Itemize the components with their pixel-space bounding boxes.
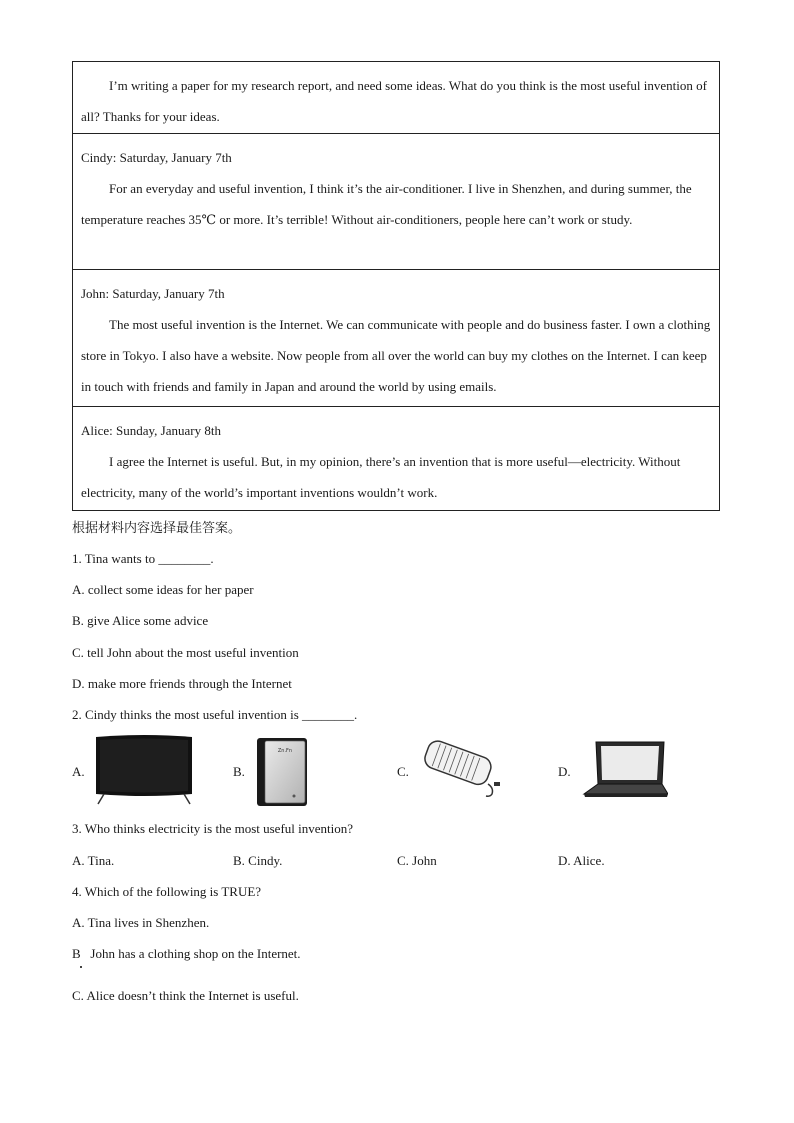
router-logo: Zn.Fn	[277, 748, 293, 754]
instruction-text: 根据材料内容选择最佳答案。	[72, 521, 242, 536]
router-icon[interactable]	[256, 736, 308, 808]
post-header: John: Saturday, January 7th	[81, 286, 225, 301]
question-2-option-a[interactable]: A.	[72, 764, 85, 779]
question-3-option-c[interactable]: C. John	[397, 853, 437, 868]
forum-post-tina	[73, 62, 719, 134]
question-3-stem: 3. Who thinks electricity is the most useful invention?	[72, 821, 354, 836]
question-3-option-d[interactable]: D. Alice.	[558, 853, 605, 868]
air-conditioner-icon[interactable]	[416, 738, 506, 798]
question-1-option-d[interactable]: D. make more friends through the Internet	[72, 676, 292, 691]
forum-post-john	[73, 270, 719, 407]
post-body: I agree the Internet is useful. But, in my opinion, there’s an invention that is more useful—electricity. Without electricity, many of the world’s important inventions wouldn’t work.	[81, 454, 681, 500]
post-body: I’m writing a paper for my research report, and need some ideas. What do you think is the most useful invention of all? Thanks for your ideas.	[81, 78, 707, 124]
question-2-option-d[interactable]: D.	[558, 764, 571, 779]
question-4-option-a[interactable]: A. Tina lives in Shenzhen.	[72, 915, 210, 930]
post-body: For an everyday and useful invention, I think it’s the air-conditioner. I live in Shenzhen, and during summer, the temperature reaches 35℃ or more. It’s terrible! Without air-conditioners, people here can’t work or study.	[81, 181, 692, 227]
question-2-option-b[interactable]: B.	[233, 764, 245, 779]
post-body: The most useful invention is the Internet. We can communicate with people and do business faster. I own a clothing store in Tokyo. I also have a website. Now people from all over the world can buy my clothes on the Internet. I can keep in touch with friends and family in Japan and around the world by using emails.	[81, 317, 711, 394]
question-3-option-a[interactable]: A. Tina.	[72, 853, 115, 868]
question-1-option-a[interactable]: A. collect some ideas for her paper	[72, 582, 254, 597]
scan-speck	[80, 966, 82, 968]
question-4-stem: 4. Which of the following is TRUE?	[72, 884, 262, 899]
question-1-stem: 1. Tina wants to ________.	[72, 551, 214, 566]
forum-post-alice	[73, 407, 719, 510]
forum-post-cindy	[73, 134, 719, 270]
question-1-option-b[interactable]: B. give Alice some advice	[72, 613, 209, 628]
question-3-option-b[interactable]: B. Cindy.	[233, 853, 283, 868]
question-2-option-c[interactable]: C.	[397, 764, 409, 779]
forum-posts-table	[72, 61, 720, 511]
post-header: Alice: Sunday, January 8th	[81, 423, 221, 438]
tv-icon[interactable]	[94, 734, 194, 806]
post-header: Cindy: Saturday, January 7th	[81, 150, 232, 165]
question-2-stem: 2. Cindy thinks the most useful invention is ________.	[72, 707, 358, 722]
question-1-option-c[interactable]: C. tell John about the most useful invention	[72, 645, 299, 660]
laptop-icon[interactable]	[582, 740, 668, 798]
question-4-option-c[interactable]: C. Alice doesn’t think the Internet is useful.	[72, 988, 299, 1003]
question-4-option-b[interactable]: B John has a clothing shop on the Internet.	[72, 946, 301, 961]
